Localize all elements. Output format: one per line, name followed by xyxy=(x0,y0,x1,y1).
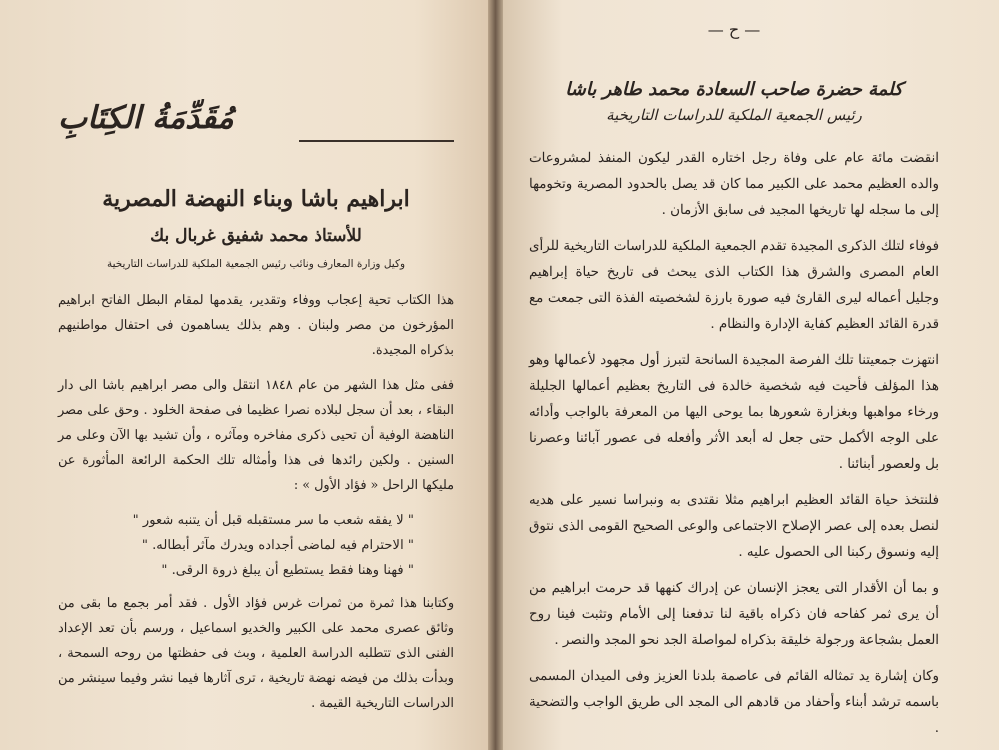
intro-paragraph-2: ففى مثل هذا الشهر من عام ١٨٤٨ انتقل والى مصر ابراهيم باشا الى دار البقاء ، بعد أن سجل لبلاده نصرا عظيما فى صفحة الخلود . وحق على مصر الناهضة الوفية أن تحيى ذكرى مفاخره ومآثره ، وأن تشيد بها الآن وعلى مر السنين . ولكين رائدها فى هذا وأمثاله تلك الحكمة الرائعة المأثورة عن مليكها الراحل « فؤاد الأول » : xyxy=(58,378,454,493)
article-title: ابراهيم باشا وبناء النهضة المصرية xyxy=(102,186,410,212)
quote-block xyxy=(58,508,414,583)
foreword-paragraph-6: وكان إشارة يد تمثاله القائم فى عاصمة بلدنا العزيز وفى الميدان المسمى باسمه ترشد أبناء وأحفاد من قادهم الى المجد الى طريق الواجب والتضحية . xyxy=(529,669,939,736)
foreword-paragraph-3: انتهزت جمعيتنا تلك الفرصة المجيدة السانحة لتبرز أول مجهود لأعمالها وهو هذا المؤلف فأحيت فيه شخصية خالدة فى التاريخ بعظيم أعمالها الجليلة ورخاء مواهبها وبغزارة شعورها بما يوحى اليها من المعرفة بالواجب وأدائه على الوجه الأكمل حتى جعل له أبعد الأثر وأفعله فى عصور آبائنا وعصرنا بل ولعصور أبنائنا . xyxy=(529,353,939,472)
intro-paragraph-1: هذا الكتاب تحية إعجاب ووفاء وتقدير، يقدمها لمقام البطل الفاتح ابراهيم المؤرخون من مصر ولبنان . وهم بذلك يساهمون فى احتفال مواطنيهم بذكراه المجيدة. xyxy=(58,293,454,358)
author-role: وكيل وزارة المعارف ونائب رئيس الجمعية الملكية للدراسات التاريخية xyxy=(106,258,406,270)
closing-paragraph: وكتابنا هذا ثمرة من ثمرات غرس فؤاد الأول . فقد أمر بجمع ما بقى من وثائق عصرى محمد على الكبير والخديو اسماعيل ، ورسم بأن تعد الإعداد الفنى الذى تتطلبه الدراسة العلمية ، وبث فى حفظتها من روحه السمحة ، وبدأت بذلك من فيضه نهضة تاريخية ، ترى آثارها فيما نشر وفيما سينشر من الدراسات التاريخية القيمة . xyxy=(58,596,454,711)
foreword-paragraph-1: انقضت مائة عام على وفاة رجل اختاره القدر ليكون المنفذ لمشروعات والده العظيم محمد على الكبير مما كان قد يصل بالحدود المصرية وتخومها إلى ما سجله لها تاريخها المجيد فى سابق الأزمان . xyxy=(529,151,939,218)
quote-line: " الاحترام فيه لماضى أجداده ويدرك مآثر أبطاله. " xyxy=(141,538,414,553)
left-page xyxy=(0,0,488,750)
quote-line: " فهنا وهنا فقط يستطيع أن يبلغ ذروة الرقى. " xyxy=(161,563,414,578)
title-underline xyxy=(299,140,454,142)
author-name: للأستاذ محمد شفيق غربال بك xyxy=(150,226,362,246)
foreword-paragraph-2: فوفاء لتلك الذكرى المجيدة تقدم الجمعية الملكية للدراسات التاريخية للرأى العام المصرى والشرق هذا الكتاب الذى يبحث فى تاريخ حياة إبراهيم وجليل أعماله ليرى القارئ فيه صورة بارزة لشخصيته الفذة التى جمعت مع قدرة القائد العظيم كفاية الإدارة والنظام . xyxy=(529,239,939,332)
quote-line: " لا يفقه شعب ما سر مستقبله قبل أن يتنبه شعور " xyxy=(132,513,414,528)
foreword-paragraph-5: و بما أن الأقدار التى يعجز الإنسان عن إدراك كنهها قد حرمت ابراهيم من أن يرى ثمر كفاحه فان ذكراه باقية لنا تدفعنا إلى الأمام وتثبت فينا روح العمل بشجاعة ورجولة خليقة بذكراه لمواصلة الجد نحو المجد والنصر . xyxy=(529,581,939,648)
foreword-title: كلمة حضرة صاحب السعادة محمد طاهر باشا xyxy=(565,79,903,100)
page-number: — ح — xyxy=(707,20,761,39)
book-gutter xyxy=(488,0,503,750)
foreword-subtitle: رئيس الجمعية الملكية للدراسات التاريخية xyxy=(606,106,862,124)
foreword-paragraph-4: فلنتخذ حياة القائد العظيم ابراهيم مثلا نقتدى به ونبراسا نسير على هديه لنصل بعده إلى عصر الإصلاح الاجتماعى والوعى الصحيح القومى الذى نتوق إليه ونسوق ركبنا الى الحصول عليه . xyxy=(529,493,939,560)
right-page xyxy=(503,0,999,750)
chapter-title: مُقَدِّمَةُ الكِتَابِ xyxy=(58,100,234,136)
